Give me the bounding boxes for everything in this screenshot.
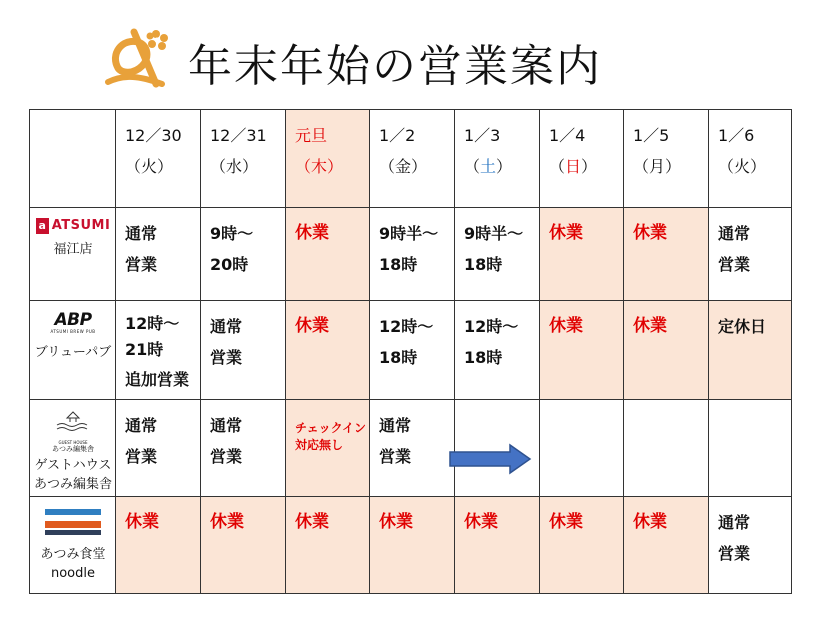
store-name-sub: あつみ編集舎 (34, 477, 113, 492)
closed-cell: 休業 (624, 208, 709, 301)
closed-cell: 休業 (540, 208, 624, 301)
store-name: 福江店 (53, 242, 93, 257)
date-header-row (30, 110, 792, 208)
date-cell-sunday: 1／4 （日） (540, 110, 624, 208)
closed-cell: 休業 (370, 497, 455, 594)
closed-cell: 休業 (540, 497, 624, 594)
empty-cell (624, 400, 709, 497)
hours-cell: 9時半～ 18時 (455, 208, 540, 301)
hours-cell: 12時～ 18時 (370, 301, 455, 400)
date-cell-saturday: 1／3 （土） (455, 110, 540, 208)
closed-cell: 休業 (286, 208, 370, 301)
store-cell-atsumi (30, 208, 116, 301)
guesthouse-logo-icon (53, 410, 93, 440)
continue-arrow-icon (448, 443, 532, 475)
closed-cell: 休業 (201, 497, 286, 594)
closed-cell: 休業 (116, 497, 201, 594)
abp-logo-icon: ABP (54, 310, 92, 330)
hours-cell: 通常 営業 (201, 301, 286, 400)
date-cell: 12／31 （水） (201, 110, 286, 208)
hours-cell: 通常 営業 (201, 400, 286, 497)
store-name: ゲストハウス (34, 458, 112, 473)
hours-cell: 通常 営業 (116, 400, 201, 497)
store-row-shokudo (30, 497, 792, 594)
page-header (104, 22, 704, 92)
store-cell-abp (30, 301, 116, 400)
hours-cell: 通常 営業 (709, 208, 792, 301)
closed-cell: 休業 (624, 301, 709, 400)
closed-cell: 休業 (540, 301, 624, 400)
empty-cell (709, 400, 792, 497)
store-name: ブリューパブ (34, 345, 112, 360)
corner-cell (30, 110, 116, 208)
hours-cell: 通常 営業 (709, 497, 792, 594)
date-cell: 1／6 （火） (709, 110, 792, 208)
abp-logo-subtext: ATSUMI BREW PUB (50, 329, 96, 334)
schedule-table (29, 109, 792, 594)
hours-cell: 12時～ 21時 追加営業 (116, 301, 201, 400)
page-title: 年末年始の営業案内 (188, 41, 602, 92)
date-cell: 1／2 （金） (370, 110, 455, 208)
closed-cell: 休業 (286, 301, 370, 400)
noodle-logo-icon (45, 507, 101, 537)
store-cell-guesthouse: GUEST HOUSE あつみ編集舎 ゲストハウス あつみ編集舎 (30, 400, 116, 497)
closed-cell: 休業 (286, 497, 370, 594)
store-row-guesthouse (30, 400, 792, 497)
no-checkin-cell: チェックイン 対応無し (286, 400, 370, 497)
store-cell-shokudo (30, 497, 116, 594)
hours-cell: 9時～ 20時 (201, 208, 286, 301)
store-row-atsumi (30, 208, 792, 301)
hours-cell: 12時～ 18時 (455, 301, 540, 400)
closed-cell: 休業 (624, 497, 709, 594)
regular-holiday-cell: 定休日 (709, 301, 792, 400)
closed-cell: 休業 (455, 497, 540, 594)
hours-cell: 通常 営業 (116, 208, 201, 301)
hours-cell: 9時半～ 18時 (370, 208, 455, 301)
date-cell-newyear: 元旦 （木） (286, 110, 370, 208)
hours-cell: 通常 営業 (370, 400, 455, 497)
store-name-sub: noodle (50, 566, 95, 581)
date-cell: 12／30 （火） (116, 110, 201, 208)
brand-logo-icon (104, 24, 170, 90)
date-cell: 1／5 （月） (624, 110, 709, 208)
atsumi-logo-icon: a ATSUMI (36, 218, 111, 234)
store-row-abp (30, 301, 792, 400)
store-name: あつみ食堂 (40, 547, 106, 562)
empty-cell (540, 400, 624, 497)
